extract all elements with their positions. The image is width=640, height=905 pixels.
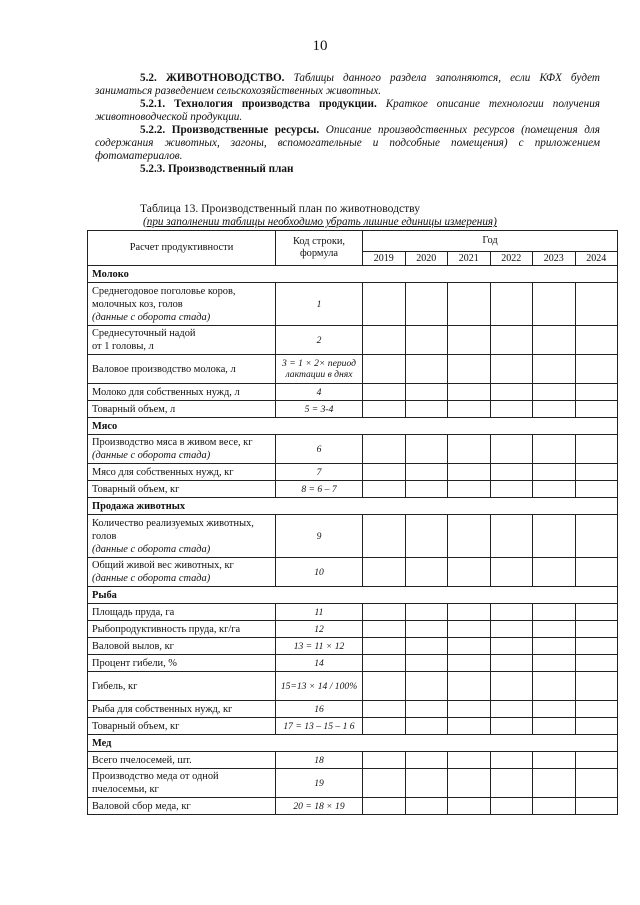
value-cell-2024[interactable] [575, 672, 618, 701]
row-label-text: Процент гибели, % [92, 657, 177, 669]
value-cell-2022[interactable] [490, 355, 533, 384]
value-cell-2023[interactable] [533, 769, 576, 798]
row-label-text: Общий живой вес животных, кг [92, 560, 234, 571]
value-cell-2021[interactable] [448, 798, 491, 815]
value-cell-2023[interactable] [533, 435, 576, 464]
row-code-formula: 13 = 11 × 12 [276, 638, 363, 655]
value-cell-2020[interactable] [405, 638, 448, 655]
table-row [88, 655, 618, 672]
value-cell-2021[interactable] [448, 384, 491, 401]
header-calculation: Расчет продуктивности [88, 231, 276, 266]
row-code-formula: 5 = 3-4 [276, 401, 363, 418]
page-number: 10 [312, 38, 328, 54]
row-code-formula: 12 [276, 621, 363, 638]
row-code-formula: 17 = 13 – 15 – 1 6 [276, 718, 363, 735]
value-cell-2019[interactable] [363, 355, 406, 384]
row-label-text: Количество реализуемых животных, голов [92, 517, 254, 542]
paragraph-livestock [95, 72, 600, 98]
value-cell-2024[interactable] [575, 355, 618, 384]
table-row [88, 435, 618, 464]
row-label-text: Площадь пруда, га [92, 606, 175, 618]
value-cell-2024[interactable] [575, 401, 618, 418]
value-cell-2019[interactable] [363, 604, 406, 621]
table-row [88, 481, 618, 498]
value-cell-2022[interactable] [490, 401, 533, 418]
row-note: (данные с оборота стада) [92, 543, 211, 555]
row-label-text: Рыба для собственных нужд, кг [92, 703, 233, 715]
value-cell-2024[interactable] [575, 435, 618, 464]
table-row [88, 638, 618, 655]
value-cell-2024[interactable] [575, 718, 618, 735]
row-label [88, 621, 276, 638]
value-cell-2020[interactable] [405, 558, 448, 587]
value-cell-2019[interactable] [363, 435, 406, 464]
row-label-text: Среднегодовое поголовье коров, молочных коз, голов [92, 285, 236, 310]
value-cell-2021[interactable] [448, 769, 491, 798]
text-resources: Описание производственных ресурсов (помещения для содержания животных, загоны, вспомогательные и подсобные помещения) с приложением фотоматериалов. [95, 124, 601, 162]
row-code-formula: 9 [276, 515, 363, 558]
section-title: Мясо [88, 418, 618, 435]
row-label-text: Всего пчелосемей, шт. [92, 754, 192, 766]
value-cell-2023[interactable] [533, 481, 576, 498]
value-cell-2019[interactable] [363, 558, 406, 587]
row-label [88, 435, 276, 464]
value-cell-2019[interactable] [363, 283, 406, 326]
table-row [88, 769, 618, 798]
row-label [88, 718, 276, 735]
table-row [88, 621, 618, 638]
row-label [88, 604, 276, 621]
table-row [88, 558, 618, 587]
value-cell-2021[interactable] [448, 655, 491, 672]
value-cell-2021[interactable] [448, 638, 491, 655]
value-cell-2020[interactable] [405, 283, 448, 326]
section-title: Рыба [88, 587, 618, 604]
row-label-text: Мясо для собственных нужд, кг [92, 466, 234, 478]
row-code-formula: 18 [276, 752, 363, 769]
value-cell-2019[interactable] [363, 621, 406, 638]
value-cell-2023[interactable] [533, 355, 576, 384]
value-cell-2019[interactable] [363, 718, 406, 735]
value-cell-2022[interactable] [490, 464, 533, 481]
value-cell-2022[interactable] [490, 326, 533, 355]
table-caption: Таблица 13. Производственный план по животноводству [140, 202, 421, 215]
row-label-text: Товарный объем, кг [92, 720, 180, 732]
value-cell-2024[interactable] [575, 515, 618, 558]
table-row [88, 401, 618, 418]
header-year-2019: 2019 [363, 252, 406, 266]
value-cell-2020[interactable] [405, 604, 448, 621]
row-label [88, 672, 276, 701]
header-year-2021: 2021 [448, 252, 491, 266]
row-label-text: Производство мяса в живом весе, кг [92, 437, 253, 448]
value-cell-2023[interactable] [533, 718, 576, 735]
value-cell-2019[interactable] [363, 752, 406, 769]
table-row [88, 718, 618, 735]
section-title: Мед [88, 735, 618, 752]
table-row [88, 283, 618, 326]
value-cell-2022[interactable] [490, 604, 533, 621]
value-cell-2021[interactable] [448, 481, 491, 498]
value-cell-2021[interactable] [448, 718, 491, 735]
row-code-formula: 4 [276, 384, 363, 401]
value-cell-2022[interactable] [490, 701, 533, 718]
section-title: Продажа животных [88, 498, 618, 515]
table-row [88, 515, 618, 558]
row-label [88, 384, 276, 401]
value-cell-2024[interactable] [575, 621, 618, 638]
table-row [88, 604, 618, 621]
row-label [88, 481, 276, 498]
value-cell-2021[interactable] [448, 401, 491, 418]
heading-production-plan: 5.2.3. Производственный план [140, 163, 294, 175]
value-cell-2020[interactable] [405, 655, 448, 672]
value-cell-2022[interactable] [490, 798, 533, 815]
value-cell-2019[interactable] [363, 384, 406, 401]
row-code-formula: 11 [276, 604, 363, 621]
value-cell-2019[interactable] [363, 701, 406, 718]
value-cell-2020[interactable] [405, 326, 448, 355]
row-code-formula: 3 = 1 × 2× период лактации в днях [276, 355, 363, 384]
row-code-formula: 8 = 6 – 7 [276, 481, 363, 498]
value-cell-2021[interactable] [448, 672, 491, 701]
value-cell-2020[interactable] [405, 672, 448, 701]
value-cell-2019[interactable] [363, 464, 406, 481]
value-cell-2023[interactable] [533, 326, 576, 355]
value-cell-2021[interactable] [448, 752, 491, 769]
value-cell-2021[interactable] [448, 604, 491, 621]
value-cell-2019[interactable] [363, 769, 406, 798]
row-label [88, 515, 276, 558]
value-cell-2020[interactable] [405, 384, 448, 401]
row-label [88, 558, 276, 587]
section-intro [95, 72, 600, 176]
value-cell-2024[interactable] [575, 558, 618, 587]
row-label [88, 401, 276, 418]
value-cell-2020[interactable] [405, 435, 448, 464]
table-row [88, 355, 618, 384]
paragraph-resources [95, 124, 600, 163]
value-cell-2024[interactable] [575, 464, 618, 481]
row-label [88, 464, 276, 481]
value-cell-2020[interactable] [405, 752, 448, 769]
header-year-2020: 2020 [405, 252, 448, 266]
value-cell-2022[interactable] [490, 481, 533, 498]
row-label-text-line2: от 1 головы, л [92, 341, 154, 352]
row-label [88, 655, 276, 672]
row-code-formula: 7 [276, 464, 363, 481]
value-cell-2020[interactable] [405, 401, 448, 418]
value-cell-2020[interactable] [405, 515, 448, 558]
value-cell-2020[interactable] [405, 718, 448, 735]
value-cell-2023[interactable] [533, 558, 576, 587]
row-code-formula: 16 [276, 701, 363, 718]
value-cell-2024[interactable] [575, 798, 618, 815]
row-note: (данные с оборота стада) [92, 573, 211, 584]
value-cell-2024[interactable] [575, 384, 618, 401]
value-cell-2021[interactable] [448, 515, 491, 558]
table-row [88, 326, 618, 355]
value-cell-2022[interactable] [490, 384, 533, 401]
value-cell-2023[interactable] [533, 401, 576, 418]
value-cell-2022[interactable] [490, 718, 533, 735]
row-note: (данные с оборота стада) [92, 311, 211, 323]
row-note: (данные с оборота стада) [92, 450, 211, 461]
value-cell-2024[interactable] [575, 701, 618, 718]
value-cell-2022[interactable] [490, 283, 533, 326]
value-cell-2023[interactable] [533, 384, 576, 401]
table-subcaption: (при заполнении таблицы необходимо убрать лишние единицы измерения) [143, 216, 497, 228]
value-cell-2023[interactable] [533, 655, 576, 672]
text-technology: Краткое описание технологии получения животноводческой продукции. [95, 98, 600, 123]
value-cell-2019[interactable] [363, 515, 406, 558]
value-cell-2019[interactable] [363, 655, 406, 672]
value-cell-2022[interactable] [490, 638, 533, 655]
row-label-text: Молоко для собственных нужд, л [92, 386, 240, 398]
value-cell-2023[interactable] [533, 701, 576, 718]
value-cell-2019[interactable] [363, 401, 406, 418]
header-year-2022: 2022 [490, 252, 533, 266]
row-code-formula: 2 [276, 326, 363, 355]
heading-livestock: 5.2. ЖИВОТНОВОДСТВО. [140, 72, 285, 84]
row-label [88, 283, 276, 326]
value-cell-2024[interactable] [575, 326, 618, 355]
value-cell-2023[interactable] [533, 604, 576, 621]
paragraph-plan [95, 163, 600, 176]
value-cell-2024[interactable] [575, 769, 618, 798]
heading-resources: 5.2.2. Производственные ресурсы. [140, 124, 320, 136]
value-cell-2019[interactable] [363, 481, 406, 498]
value-cell-2024[interactable] [575, 481, 618, 498]
value-cell-2021[interactable] [448, 621, 491, 638]
table-row [88, 384, 618, 401]
value-cell-2021[interactable] [448, 435, 491, 464]
row-label-text: Производство меда от одной пчелосемьи, кг [92, 771, 219, 795]
row-label-text: Валовой вылов, кг [92, 640, 174, 652]
value-cell-2020[interactable] [405, 464, 448, 481]
value-cell-2020[interactable] [405, 701, 448, 718]
table-row [88, 752, 618, 769]
row-code-formula: 14 [276, 655, 363, 672]
table-row [88, 798, 618, 815]
row-label [88, 638, 276, 655]
row-code-formula: 1 [276, 283, 363, 326]
value-cell-2020[interactable] [405, 355, 448, 384]
value-cell-2022[interactable] [490, 672, 533, 701]
row-label-text: Гибель, кг [92, 680, 138, 692]
row-code-formula: 20 = 18 × 19 [276, 798, 363, 815]
row-code-formula: 10 [276, 558, 363, 587]
header-year-2024: 2024 [575, 252, 618, 266]
value-cell-2021[interactable] [448, 355, 491, 384]
value-cell-2021[interactable] [448, 326, 491, 355]
value-cell-2024[interactable] [575, 752, 618, 769]
row-label-text: Рыбопродуктивность пруда, кг/га [92, 623, 241, 635]
value-cell-2024[interactable] [575, 283, 618, 326]
value-cell-2023[interactable] [533, 464, 576, 481]
paragraph-technology [95, 98, 600, 124]
row-label-text: Валовое производство молока, л [92, 363, 236, 375]
row-code-formula: 19 [276, 769, 363, 798]
value-cell-2024[interactable] [575, 655, 618, 672]
row-label-text: Валовой сбор меда, кг [92, 800, 191, 812]
value-cell-2024[interactable] [575, 604, 618, 621]
value-cell-2023[interactable] [533, 283, 576, 326]
row-code-formula: 15=13 × 14 / 100% [276, 672, 363, 701]
row-label [88, 701, 276, 718]
row-label [88, 355, 276, 384]
row-label [88, 326, 276, 355]
table-row [88, 464, 618, 481]
value-cell-2019[interactable] [363, 326, 406, 355]
value-cell-2023[interactable] [533, 621, 576, 638]
row-label-text: Среднесуточный надой [92, 328, 196, 339]
value-cell-2022[interactable] [490, 769, 533, 798]
value-cell-2022[interactable] [490, 752, 533, 769]
row-label [88, 752, 276, 769]
row-label-text: Товарный объем, л [92, 403, 176, 415]
value-cell-2019[interactable] [363, 798, 406, 815]
value-cell-2020[interactable] [405, 769, 448, 798]
value-cell-2022[interactable] [490, 435, 533, 464]
table-row [88, 672, 618, 701]
header-year: Год [363, 231, 618, 252]
value-cell-2022[interactable] [490, 515, 533, 558]
value-cell-2022[interactable] [490, 558, 533, 587]
row-label [88, 798, 276, 815]
value-cell-2023[interactable] [533, 672, 576, 701]
value-cell-2019[interactable] [363, 672, 406, 701]
row-code-formula: 6 [276, 435, 363, 464]
value-cell-2021[interactable] [448, 558, 491, 587]
section-title: Молоко [88, 266, 618, 283]
value-cell-2021[interactable] [448, 283, 491, 326]
value-cell-2020[interactable] [405, 621, 448, 638]
value-cell-2022[interactable] [490, 655, 533, 672]
row-label-text: Товарный объем, кг [92, 483, 180, 495]
value-cell-2023[interactable] [533, 515, 576, 558]
heading-technology: 5.2.1. Технология производства продукции. [140, 98, 377, 110]
value-cell-2024[interactable] [575, 638, 618, 655]
value-cell-2020[interactable] [405, 798, 448, 815]
value-cell-2023[interactable] [533, 798, 576, 815]
value-cell-2021[interactable] [448, 464, 491, 481]
value-cell-2019[interactable] [363, 638, 406, 655]
table-row [88, 701, 618, 718]
text-livestock: Таблицы данного раздела заполняются, если КФХ будет заниматься разведением сельскохозяйственных животных. [95, 72, 601, 97]
header-year-2023: 2023 [533, 252, 576, 266]
production-plan-table [87, 230, 618, 815]
row-label [88, 769, 276, 798]
header-code-formula: Код строки, формула [276, 231, 363, 266]
value-cell-2023[interactable] [533, 752, 576, 769]
value-cell-2020[interactable] [405, 481, 448, 498]
value-cell-2021[interactable] [448, 701, 491, 718]
value-cell-2023[interactable] [533, 638, 576, 655]
value-cell-2022[interactable] [490, 621, 533, 638]
